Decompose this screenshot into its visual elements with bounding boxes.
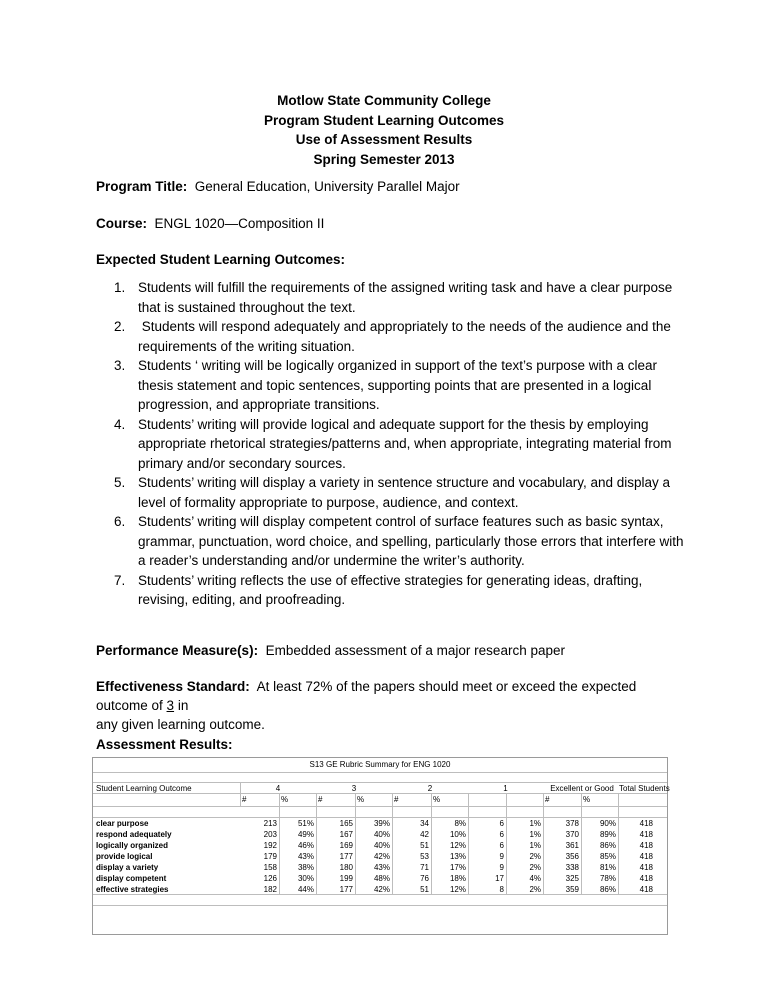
row-label: logically organized (96, 841, 169, 850)
item-text: Students will respond adequately and appropriately to the needs of the audience and the requirements of the writing situation. (138, 319, 675, 354)
table-cell: 17% (449, 863, 466, 872)
table-cell: 43% (297, 852, 314, 861)
column-header-score-4: 4 (275, 784, 281, 793)
performance-label: Performance Measure(s): (96, 643, 259, 658)
list-item (96, 473, 686, 512)
table-cell: 8 (499, 885, 504, 894)
table-cell: 179 (263, 852, 277, 861)
table-cell: 199 (339, 874, 353, 883)
table-cell: 6 (499, 841, 504, 850)
table-cell: 418 (639, 874, 653, 883)
header-subtitle: Program Student Learning Outcomes (263, 112, 505, 128)
subheader-percent: % (357, 795, 365, 804)
table-cell: 2% (529, 852, 541, 861)
table-cell: 1% (529, 830, 541, 839)
table-cell: 9 (499, 863, 504, 872)
table-cell: 418 (639, 841, 653, 850)
table-cell: 10% (449, 830, 466, 839)
table-cell: 418 (639, 830, 653, 839)
table-cell: 203 (263, 830, 277, 839)
table-cell: 177 (339, 852, 353, 861)
list-item (96, 571, 686, 610)
table-cell: 49% (297, 830, 314, 839)
row-label: clear purpose (96, 819, 149, 828)
table-cell: 51 (420, 841, 429, 850)
table-cell: 85% (599, 852, 616, 861)
effectiveness-text: At least 72% of the papers should meet or exceed the expected outcome of (96, 679, 637, 713)
table-cell: 90% (599, 819, 616, 828)
performance-measure-field (96, 641, 565, 660)
table-title: S13 GE Rubric Summary for ENG 1020 (93, 758, 667, 773)
table-rule (543, 793, 544, 894)
college-name: Motlow State Community College (277, 93, 491, 108)
subheader-count: # (242, 795, 247, 804)
table-cell: 1% (529, 841, 541, 850)
expected-outcome-number: 3 (166, 698, 175, 713)
subheader-count: # (545, 795, 550, 804)
table-cell: 34 (420, 819, 429, 828)
table-cell: 418 (639, 819, 653, 828)
course-value: ENGL 1020—Composition II (154, 216, 325, 231)
program-title-field (96, 177, 460, 196)
subheader-percent: % (583, 795, 591, 804)
item-text: Students’ writing will display a variety in sentence structure and vocabulary, and display a level of formality appropriate to purpose, audience, and context. (138, 475, 671, 510)
item-number: 1. (114, 280, 126, 295)
table-cell: 418 (639, 863, 653, 872)
table-cell: 43% (373, 863, 390, 872)
subheader-percent: % (433, 795, 441, 804)
table-cell: 370 (565, 830, 579, 839)
table-cell: 12% (449, 841, 466, 850)
table-cell: 356 (565, 852, 579, 861)
table-cell: 78% (599, 874, 616, 883)
table-cell: 359 (565, 885, 579, 894)
table-cell: 9 (499, 852, 504, 861)
column-header-outcome: Student Learning Outcome (96, 784, 192, 793)
document-header (0, 91, 768, 169)
row-label: respond adequately (96, 830, 172, 839)
list-item (96, 317, 686, 356)
outcomes-heading-text: Expected Student Learning Outcomes: (96, 252, 346, 267)
table-cell: 40% (373, 841, 390, 850)
table-cell: 177 (339, 885, 353, 894)
table-cell: 6 (499, 819, 504, 828)
table-cell: 53 (420, 852, 429, 861)
table-cell: 12% (449, 885, 466, 894)
table-cell: 30% (297, 874, 314, 883)
table-cell: 378 (565, 819, 579, 828)
table-cell: 4% (529, 874, 541, 883)
performance-value: Embedded assessment of a major research paper (265, 643, 565, 658)
row-label: provide logical (96, 852, 153, 861)
table-cell: 338 (565, 863, 579, 872)
row-label: display competent (96, 874, 167, 883)
results-heading-text: Assessment Results: (96, 737, 233, 752)
list-item (96, 278, 686, 317)
table-cell: 39% (373, 819, 390, 828)
item-number: 6. (114, 514, 126, 529)
item-number: 2. (114, 319, 126, 334)
column-header-score-1: 1 (503, 784, 508, 793)
item-text: Students’ writing reflects the use of effective strategies for generating ideas, drafting, revising, editing, and proofreading. (138, 572, 643, 607)
table-rule (316, 793, 317, 894)
table-cell: 361 (565, 841, 579, 850)
table-cell: 51% (297, 819, 314, 828)
rubric-summary-table (92, 757, 668, 935)
item-text: Students’ writing will provide logical and adequate support for the thesis by employing appropriate rhetorical strategies/patterns and, when appropriate, integrating material from primary and/or secondary sources. (138, 416, 672, 471)
table-rule (392, 793, 393, 894)
item-number: 3. (114, 358, 126, 373)
table-cell: 71 (420, 863, 429, 872)
table-cell: 42% (373, 885, 390, 894)
table-cell: 18% (449, 874, 466, 883)
table-cell: 44% (297, 885, 314, 894)
table-cell: 46% (297, 841, 314, 850)
table-cell: 2% (529, 885, 541, 894)
subheader-count: # (318, 795, 323, 804)
assessment-results-heading (96, 735, 233, 754)
table-cell: 1% (529, 819, 541, 828)
table-cell: 165 (339, 819, 353, 828)
item-number: 4. (114, 416, 126, 432)
table-cell: 169 (339, 841, 353, 850)
table-cell: 86% (599, 885, 616, 894)
column-header-score-3: 3 (351, 784, 357, 793)
item-text: Students ‘ writing will be logically organized in support of the text’s purpose with a clear thesis statement and topic sentences, supporting points that are presented in a logical progression, and appropriate transitions. (138, 358, 658, 412)
semester: Spring Semester 2013 (313, 151, 455, 167)
table-cell: 418 (639, 885, 653, 894)
table-rule (93, 905, 667, 906)
program-title-value: General Education, University Parallel Major (194, 179, 460, 194)
table-cell: 182 (263, 885, 277, 894)
item-text: Students’ writing will display competent control of surface features such as basic syntax, grammar, punctuation, word choice, and spelling, particularly those errors that interfere with a reader’s understanding and/or undermine the writer’s authority. (138, 514, 684, 568)
table-cell: 325 (565, 874, 579, 883)
table-cell: 42 (420, 830, 429, 839)
table-cell: 17 (495, 874, 504, 883)
item-number: 7. (114, 572, 126, 588)
column-header-excellent-good: Excellent or Good (550, 784, 614, 793)
table-cell: 42% (373, 852, 390, 861)
table-cell: 213 (263, 819, 277, 828)
header-subtitle-2: Use of Assessment Results (295, 132, 473, 147)
table-cell: 48% (373, 874, 390, 883)
list-item (96, 512, 686, 571)
table-cell: 192 (263, 841, 277, 850)
table-cell: 6 (499, 830, 504, 839)
table-cell: 418 (639, 852, 653, 861)
course-label: Course: (96, 216, 148, 231)
subheader-count: # (394, 795, 399, 804)
table-cell: 8% (454, 819, 466, 828)
list-item (96, 415, 686, 474)
table-cell: 13% (449, 852, 466, 861)
table-cell: 180 (339, 863, 353, 872)
effectiveness-standard-field (96, 677, 686, 734)
outcomes-list (96, 278, 686, 610)
course-field (96, 214, 324, 233)
table-cell: 40% (373, 830, 390, 839)
table-cell: 38% (297, 863, 314, 872)
list-item (96, 356, 686, 415)
item-number: 5. (114, 475, 126, 490)
outcomes-heading (96, 250, 345, 269)
table-cell: 158 (263, 863, 277, 872)
effectiveness-text-end: in (174, 698, 189, 713)
table-rule (468, 793, 469, 894)
row-label: effective strategies (96, 885, 169, 894)
subheader-percent: % (281, 795, 289, 804)
table-cell: 89% (599, 830, 616, 839)
effectiveness-text-line2: any given learning outcome. (96, 717, 265, 732)
table-cell: 86% (599, 841, 616, 850)
column-header-total: Total Students (619, 784, 670, 793)
table-cell: 167 (339, 830, 353, 839)
table-cell: 126 (263, 874, 277, 883)
item-text: Students will fulfill the requirements of the assigned writing task and have a clear purpose that is sustained throughout the text. (138, 280, 673, 315)
program-title-label: Program Title: (96, 179, 188, 194)
table-cell: 2% (529, 863, 541, 872)
table-cell: 76 (420, 874, 429, 883)
effectiveness-label: Effectiveness Standard: (96, 679, 250, 694)
table-cell: 51 (420, 885, 429, 894)
column-header-score-2: 2 (427, 784, 433, 793)
table-cell: 81% (599, 863, 616, 872)
row-label: display a variety (96, 863, 159, 872)
